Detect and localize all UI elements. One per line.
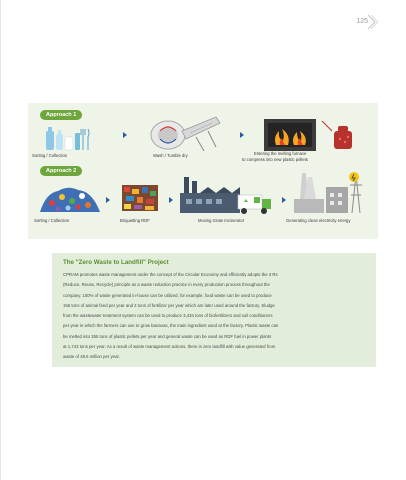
article-line: 156 tons of animal feed per year and 2 tons of fertilizer per year which are later used around the factory. Sludge [63, 302, 275, 308]
article-line: per year in which the farmers can use to grow bananas, the main ingredient used at the factory. Plastic waste can [63, 323, 279, 329]
article-line: at 1,743 tons per year. As a result of waste management actions, there is zero landfill with value generated from [63, 344, 276, 350]
approach-1-step-3-label-line-1: Entering the melting furnace [254, 151, 307, 156]
chevron-right-icon [366, 14, 378, 30]
approach-1-step-2-label: Wash / Tumble dry [153, 153, 188, 158]
arrow-right-icon [240, 132, 244, 138]
process-panel [28, 103, 378, 239]
article-body [63, 270, 365, 363]
article-line: company. 100% of waste generated in-house can be utilized, for example, food waste can be used to produce [63, 292, 272, 298]
approach-2-step-1-label: Sorting / Collection [34, 218, 70, 223]
article-line: from the wastewater treatment system can be used to produce 3,434 tons of biofertilizers and soil conditioners [63, 313, 273, 319]
power-plant-icon [290, 169, 370, 215]
arrow-right-icon [123, 132, 127, 138]
tumble-dryer-machine-icon [146, 113, 222, 153]
rdf-bale-icon [120, 183, 160, 213]
arrow-right-icon [106, 197, 110, 203]
zero-waste-article-panel [52, 253, 376, 367]
page-edge [0, 0, 1, 480]
article-line: CPRAM promotes waste management under the concept of the Circular Economy and efficiently adopts the 3 Rs [63, 272, 278, 277]
approach-2-step-4-label: Generating clean electricity energy [286, 218, 351, 223]
approach-1-step-3-label-line-2: to compress into new plastic pellets [242, 157, 308, 162]
approach-2-tag: Approach 2 [40, 166, 82, 176]
melting-furnace-icon [260, 117, 360, 153]
bottles-and-utensils-icon [42, 123, 94, 151]
arrow-right-icon [282, 197, 286, 203]
approach-1-step-1-label: Sorting / Collection [32, 153, 68, 158]
factory-and-truck-icon [178, 173, 273, 215]
approach-2-step-2-label: Briquetting RDF [120, 218, 150, 223]
article-line: be melted into 355 tons of plastic pellets per year and general waste can be used as RDF fuel in power plants [63, 333, 272, 339]
approach-1-tag: Approach 1 [40, 110, 82, 120]
plastic-waste-pile-icon [38, 183, 102, 213]
article-title: The "Zero Waste to Landfill" Project [63, 259, 169, 266]
approach-2-step-3-label: Moving Grate Incinerator [198, 218, 245, 223]
arrow-right-icon [169, 197, 173, 203]
page-number: 125 [356, 18, 368, 25]
article-line: (Reduce, Reuse, Recycle) principle as a waste reduction practice in every production process throughout the [63, 282, 270, 288]
article-line: waste of 49.6 million per year. [63, 354, 120, 360]
